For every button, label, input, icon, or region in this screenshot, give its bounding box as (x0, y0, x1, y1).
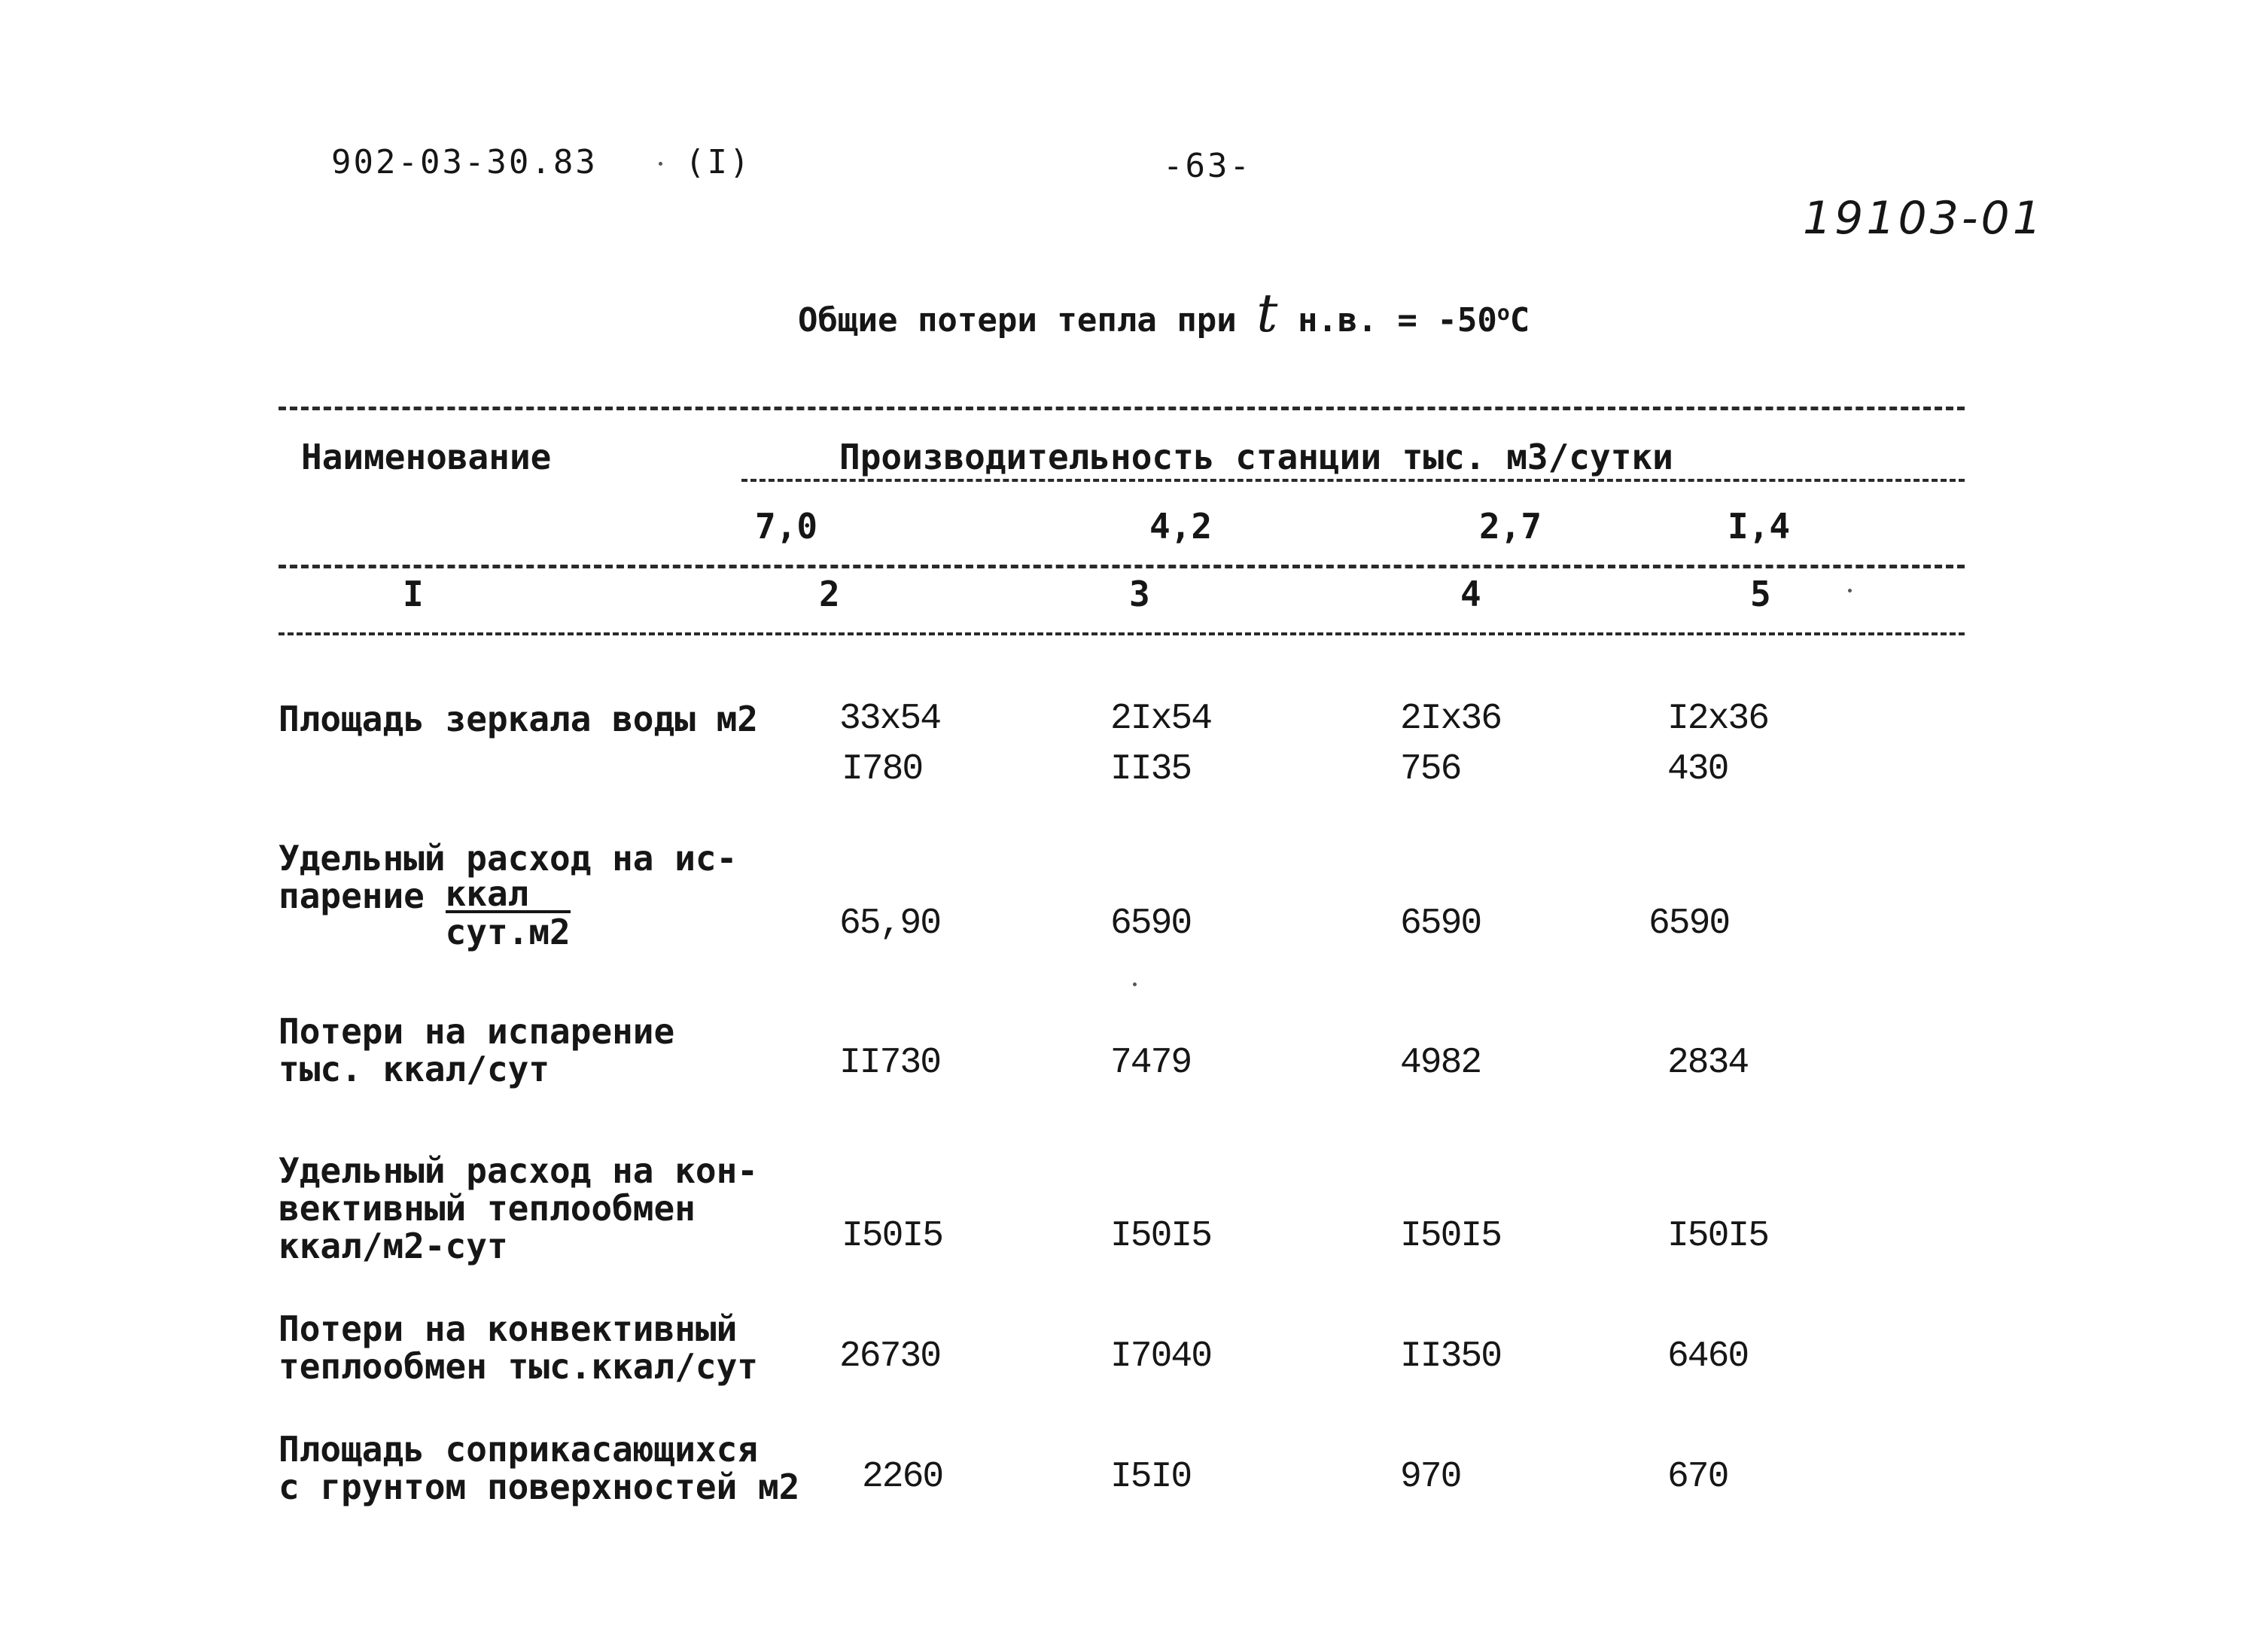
capacity-value: I,4 (1728, 506, 1791, 547)
table-cell: 430 (1667, 749, 1728, 790)
row-label (279, 1430, 799, 1506)
table-cell: I2x36 (1667, 699, 1769, 739)
row-label-line: парение (279, 876, 425, 916)
row-label-line: тыс. ккал/сут (279, 1049, 550, 1089)
capacity-value: 2,7 (1479, 506, 1542, 547)
table-numbers-rule (279, 632, 1965, 635)
table-cell: I50I5 (1400, 1216, 1502, 1257)
scan-speck (1133, 982, 1137, 986)
fraction-numerator: ккал (446, 877, 571, 913)
row-label-line: Потери на испарение (279, 1011, 675, 1052)
table-cell: 2Ix54 (1110, 699, 1212, 739)
table-cell: 6590 (1110, 903, 1192, 944)
column-header-name: Наименование (301, 437, 552, 477)
unit-fraction (445, 873, 571, 952)
table-cell: 26730 (839, 1336, 941, 1377)
row-label-line: вективный теплообмен (279, 1188, 696, 1229)
column-number: 2 (819, 574, 840, 614)
table-cell: 6460 (1667, 1336, 1749, 1377)
column-number: 5 (1750, 574, 1771, 614)
column-number: I (403, 574, 424, 614)
title-symbol: t (1256, 282, 1278, 344)
table-cell: II35 (1110, 749, 1192, 790)
row-label (279, 1013, 674, 1088)
row-label (279, 1152, 758, 1265)
table-cell: 7479 (1110, 1043, 1192, 1083)
row-label: Площадь зеркала воды м2 (279, 699, 758, 739)
table-cell: II730 (839, 1043, 941, 1083)
row-label-line: Площадь соприкасающихся (279, 1429, 758, 1470)
table-cell: 2260 (862, 1457, 943, 1497)
table-cell: 756 (1400, 749, 1461, 790)
table-cell: 2834 (1667, 1043, 1749, 1083)
table-cell: 33x54 (839, 699, 941, 739)
table-cell: 65,90 (839, 903, 941, 944)
row-label (279, 1310, 758, 1385)
title-value: -50 (1437, 301, 1497, 340)
handwritten-number: 19103-01 (1803, 192, 2044, 245)
table-cell: 4982 (1400, 1043, 1481, 1083)
table-cell: 6590 (1648, 903, 1730, 944)
row-label-line: с грунтом поверхностей м2 (279, 1467, 800, 1507)
table-header-rule (279, 565, 1965, 568)
title-unit: С (1509, 301, 1530, 340)
row-label (279, 839, 737, 951)
title-prefix: Общие потери тепла при (798, 301, 1237, 340)
column-number: 4 (1460, 574, 1481, 614)
table-title (798, 282, 1530, 344)
title-subscript: н.в. (1297, 301, 1378, 340)
row-label-line: Удельный расход на кон- (279, 1150, 758, 1191)
table-cell: I780 (842, 749, 923, 790)
capacity-value: 7,0 (755, 506, 818, 547)
table-cell: I5I0 (1110, 1457, 1192, 1497)
row-label-line: теплообмен тыс.ккал/сут (279, 1346, 758, 1387)
table-cell: 670 (1667, 1457, 1728, 1497)
row-label-line: Потери на конвективный (279, 1308, 738, 1349)
column-header-capacity: Производительность станции тыс. м3/сутки (839, 437, 1673, 477)
title-equals: = (1397, 301, 1417, 340)
capacity-header-rule (741, 479, 1965, 482)
table-cell: I7040 (1110, 1336, 1212, 1377)
table-cell: I50I5 (842, 1216, 943, 1257)
capacity-value: 4,2 (1149, 506, 1213, 547)
page-number: -63- (1163, 147, 1252, 185)
scan-speck (659, 162, 662, 166)
table-cell: 6590 (1400, 903, 1481, 944)
column-number: 3 (1129, 574, 1150, 614)
row-label-line: ккал/м2-сут (279, 1226, 508, 1266)
table-cell: I50I5 (1667, 1216, 1769, 1257)
volume-marker: (I) (685, 143, 752, 181)
table-cell: 2Ix36 (1400, 699, 1502, 739)
fraction-denominator: сут.м2 (445, 912, 571, 952)
title-degree: о (1496, 300, 1510, 325)
row-label-line: Удельный расход на ис- (279, 838, 738, 879)
table-cell: I50I5 (1110, 1216, 1212, 1257)
table-top-rule (279, 407, 1965, 410)
table-cell: 970 (1400, 1457, 1461, 1497)
scan-speck (1848, 589, 1852, 593)
document-code: 902-03-30.83 (331, 143, 598, 181)
table-cell: II350 (1400, 1336, 1502, 1377)
